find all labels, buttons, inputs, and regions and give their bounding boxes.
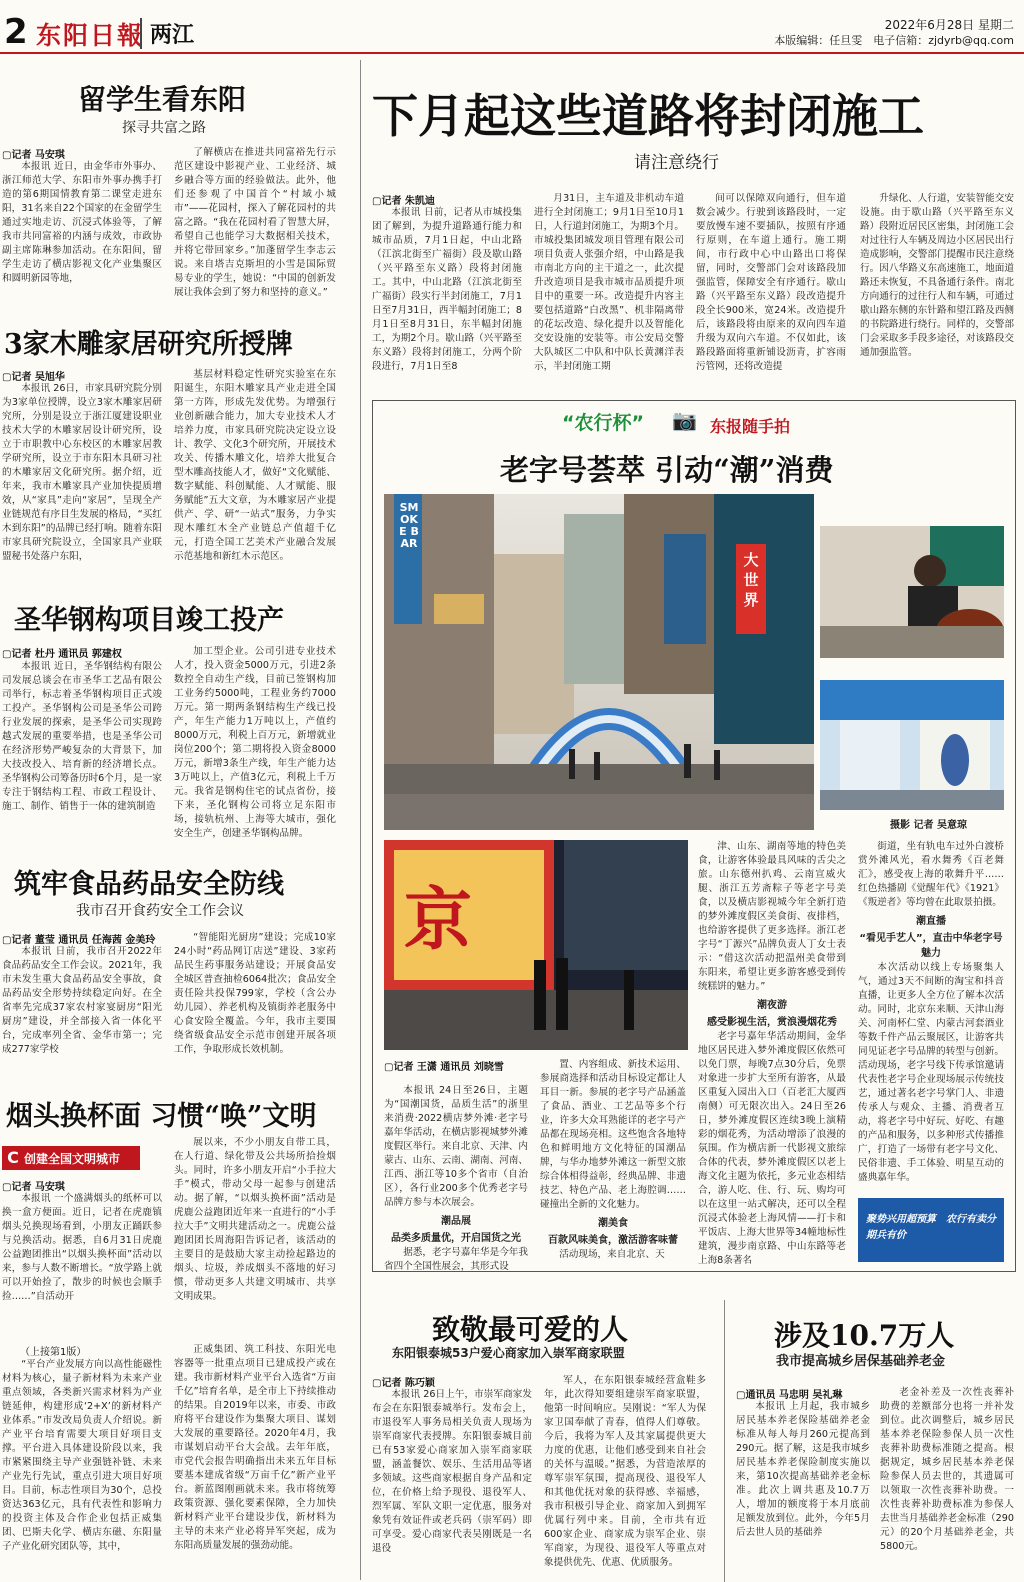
section-subheading: 感受影视生活，赏浪漫烟花秀 [707, 1017, 837, 1028]
article-title: 3家木雕家居研究所授牌 [4, 329, 293, 360]
article-column [544, 1374, 706, 1582]
article-column [174, 1343, 336, 1582]
article-subtitle: 东阳银泰城53户爱心商家加入崇军商家联盟 [392, 1346, 625, 1360]
article-column [2, 382, 162, 572]
article-text: 了解横店在推进共同富裕先行示范区建设中影视产业、工业经济、城乡融合等方面的经验做法。此外，他们还参观了中国首个“村域小城市”——花园村，探入了解花园村的共富之路。“我在花园村看了智慧大屏，希望自己也能学习大数据相关技术，并将它带回家乡。”加蓬留学生李志云说。来自塔吉克斯坦的小雪是国际贸易专业的学生，她说：“中国的创新发展让我体会到了努力和坚持的意义。” [174, 147, 336, 298]
article-text: “智能阳光厨房”建设；完成10家24小时“药品网订店送”建设、3家药品民生药事服务站建设；开展食品安全城区普查抽检6064批次；食品安全责任险共投保799家，学校（含公办幼儿园）、养老机构及镇街养老服务中心食安险全覆盖。今年，我市主要围绕省级食品安全示范市创建开展各项工作，争取形成长效机制。 [174, 932, 336, 1055]
article-text: 本报讯 上月起，我市城乡居民基本养老保险基础养老金标准从每人每月260元提高到290元。据了解，这是我市城乡居民基本养老保险制度实施以来，第10次提高基础养老金标准。此次上调共惠及10.7万人，增加的额度将于本月底前足额发放到位。此外，今年5月后去世人员的基础养 [736, 1401, 870, 1538]
masthead-rule [0, 52, 1024, 54]
byline: ▢记者 马安琪 [2, 150, 65, 161]
article-column [174, 645, 336, 838]
editor-line: 本版编辑：任旦雯 电子信箱：zjdyrb@qq.com [774, 34, 1014, 47]
article-title: 烟头换杯面 习惯“唤”文明 [6, 1101, 317, 1132]
issue-date: 2022年6月28日 星期二 [884, 18, 1014, 32]
article-column [372, 206, 522, 386]
article-text: 正威集团、筑工科技、东阳光电容器等一批重点项目已建成投产或在建。我市新材料产业平台入选省“万亩千亿”培育名单，是全市上下持续推动的结果。自2019年以来，市委、市政府将平台建设作为集聚大项目、谋划大发展的重要路径。2020年4月，我市谋划启动平台大会战。去年年底，市党代会报告明确指出未来五年目标要基本建成省级“万亩千亿”新产业平台。新蓝图刚画就未来。我市将统筹政策资源、强化要素保障，全力加快新材料产业平台建设步伐，新材料为主导的未来产业必将异军突起，成为东阳高质量发展的强劲动能。 [174, 1344, 336, 1551]
article-column [174, 146, 336, 300]
article-text: 升绿化、人行道，安装智能交安设施。由于歇山路（兴平路至东义路）段附近居民区密集，封闭施工会对过往行人车辆及周边小区居民出行造成影响，交警部门提醒市民注意绕行。因八华路义东高速施工，地面道路还未恢复，不具备通行条件。南北方向通行的过往行人和车辆，可通过歇山路东侧的东针路和望江路及西侧的书院路进行绕行。同样的，交警部门会采取多手段多途径，对该路段交通加强监管。 [860, 193, 1014, 358]
lead-headline: 下月起这些道路将封闭施工 [372, 89, 924, 143]
article-text: 本报讯 近日，由金华市外事办、浙江师范大学、东阳市外事办携手打造的第6期国情教育第二课堂走进东阳，31名来自22个国家的在金留学生通过实地走访、沉浸式体验等，了解我市共同富裕的内涵与成效，市政协副主席陈琳参加活动。在东阳间，留学生走访了横店影视文化产业集聚区和圆明新园等地， [2, 161, 162, 284]
byline: ▢记者 杜丹 通讯员 郭建权 [2, 649, 122, 660]
paper-logo: 东阳日報 [36, 21, 145, 50]
chef-photo [820, 526, 1004, 658]
bank-ad: 聚势兴用超预算 农行有卖分期兵有价 [858, 1198, 1004, 1262]
article-column [174, 1136, 336, 1320]
byline: ▢通讯员 马忠明 吴礼琳 [736, 1390, 843, 1401]
article-title: 筑牢食品药品安全防线 [14, 869, 284, 900]
sponsor-banner: “农行杯” [562, 412, 644, 434]
article-column [736, 1400, 870, 1582]
article-column [174, 931, 336, 1067]
camera-icon: 📷 [672, 408, 697, 432]
article-text: 本报讯 26日上午，市崇军商家发布会在东阳银泰城举行。发布会上，市退役军人事务局相关负责人现场为崇军商家代表授牌。东阳银泰城目前已有53家爱心商家加入崇军商家联盟，涵盖餐饮、娱乐、生活用品等诸多领域。这些商家根据自身产品和定位，在价格上给予现役、退役军人、烈军属、军队文职一定优惠，服务对象凭有效证件或老兵码（崇军码）即可享受。爱心商家代表吴刚既是一名退役 [372, 1389, 532, 1554]
article-text: 间可以保障双向通行，但车道数会减少。行驶到该路段时，一定要放慢车速不要插队，按照有序通行原则，在车道上通行。施工期间，市行政中心中山路出口将保留，同时，交警部门会对该路段加强监管，保障安全有序通行。歇山路（兴平路至东义路）段改造提升段全长900米，宽24米。改造提升后，该路段将由原来的双向四车道升级为双向六车道。不仅如此，该路段路面将重新铺设沥青，扩容雨污管网，还将改造提 [696, 193, 846, 372]
byline: ▢记者 吴旭华 [2, 372, 65, 383]
byline: ▢记者 陈巧颖 [372, 1378, 435, 1389]
article-column [2, 1358, 162, 1582]
section-heading: 潮夜游 [757, 1000, 787, 1011]
continuation-note: （上接第1版） [20, 1347, 87, 1358]
article-text: 老金补差及一次性丧葬补助费的差额部分也将一并补发到位。此次调整后，城乡居民基本养老保险参保人员一次性丧葬补助费标准随之提高。根据规定，城乡居民基本养老保险参保人员去世的，其遗属可以领取一次性丧葬补助费。一次性丧葬补助费标准为参保人去世当月基础养老金标准（290元）的20个月基础养老金，共5800元。 [880, 1387, 1014, 1552]
article-column [696, 192, 846, 386]
article-text: 置、内容组成、新技术运用、参展商选择和活动目标设定都让人耳目一新。参展的老字号产品涵盖了食品、酒业、工艺品等多个行业，许多大众耳熟能详的老字号产品都在现场亮相。这些饱含各地特色和鲜明地方文化特征的国潮品牌，与华办地梦外滩这一新型文旅综合体相得益彰，经典品牌、非遗技艺、特色产品、老上海腔调……碰撞出全新的文化魅力。 [540, 1059, 686, 1210]
section-subheading: 百款风味美食，激活游客味蕾 [548, 1235, 678, 1246]
article-text: 加工型企业。公司引进专业技术人才，投入资金5000万元，引进2条数控全自动生产线，目前已签钢构加工业务约5000吨，工程业务约7000万元。第一期两条钢结构生产线已投产，年生产能力1万吨以上，产值约8000万元，利税上百万元，新增就业岗位200个；第二期将投入资金8000万元，新增3条生产线，年生产能力达3万吨以上，产值3亿元，利税上千万元。我省是钢构住宅的试点省份，接下来，圣化钢构公司将立足东阳市场，接轨杭州、上海等大城市，强化安全生产，创建圣华钢构品牌。 [174, 646, 336, 839]
article-text: 本次活动以线上专场聚集人气，通过3天不间断的淘宝和抖音直播，让更多人全方位了解本次活动。同时，北京东来顺、天津山海关、河南杯仁堂、内蒙古河套酒业等数千件产品云聚展区，让游客共同见证老字号品牌的转型与创新。活动现场，老字号线下传承馆邀请代表性老字号企业现场展示传统技艺，通过著名老字号掌门人、非遗传承人与观众、主播、消费者互动，将老字号中好玩、好吃、有趣的产品和服务，以多种形式传播推广，打造了一场带有老字号文化、民俗非遗、手工体验、明星互动的盛典嘉年华。 [858, 962, 1004, 1183]
article-text: 本报讯 日前，记者从市城投集团了解到，为提升道路通行能力和城市品质，7月1日起，中山北路（江滨北街至广福街）段及歇山路（兴平路至东义路）段将封闭施工。其中，中山北路（江滨北街至广福街）段实行半封闭施工，7月1日至7月31日，西半幅封闭施工；8月1日至8月31日，东半幅封闭施工，为期2个月。歇山路（兴平路至东义路）段将封闭施工，分两个阶段进行，7月1日至8 [372, 207, 523, 372]
column-divider [360, 60, 361, 1580]
booth-photo-art [820, 680, 1004, 810]
byline: ▢记者 朱凯迪 [372, 196, 435, 207]
article-title: 涉及10.7万人 [774, 1319, 955, 1352]
badge-label: 创建全国文明城市 [24, 1152, 121, 1166]
article-text: “平台产业发展方向以高性能磁性材料为核心，量子新材料为未来产业重点领域，各类新兴需求材料为产业链延伸，构建形成‘2+X’的新材料产业体系。”市发改局负责人介绍说。新产业平台培育需要大项目好项目支撑。平台进入具体建设阶段以来，我市紧紧围绕主导产业强链补链、未来产业先行先试，重点引进大项目好项目。目前，标志性项目为30个，总投资达363亿元，具有代表性和影响力的投资主体及合作企业包括正威集团、巴斯夫化学、横店东磁、东阳量子产业化研究团队等，其中， [2, 1359, 162, 1552]
masthead [0, 0, 1024, 58]
article-column [2, 160, 162, 300]
feature-column [698, 840, 846, 1264]
feature-title: 老字号荟萃 引动“潮”消费 [500, 453, 834, 487]
lead-subtitle: 请注意绕行 [634, 153, 719, 173]
article-text: 津、山东、湖南等地的特色美食，让游客体验最具风味的舌尖之旅。山东德州扒鸡、云南宣威火腿、浙江五芳斋粽子等老字号美食，以及横店影视城今年全新打造的梦外滩度假区美食街、夜排档，也给游客提供了更多选择。浙江老字号“丁源兴”品牌负责人丁女士表示：“借这次活动把温州美食带到东阳来，希望让更多游客感受到传统糕饼的魅力。” [698, 841, 846, 992]
sign-smoke-bar: SMOKE BAR [399, 501, 419, 550]
feature-column [540, 1058, 686, 1264]
article-text: 基层材料稳定性研究实验室在东阳诞生，东阳木雕家具产业走进全国第一方阵，形成先发优势。为增强行业创新融合能力，加大专业技术人才培养力度，市家具研究院决定设立设计、教学、文化3个研究所，开展技术攻关、传播木雕文化，培养大批复合型木雕高技能人才，做好“文化赋能、数字赋能、科创赋能、人才赋能、服务赋能”五大文章，为木雕家居产业提供产、学、研“一站式”服务，力争实现木雕红木全产业链总产值超千亿元，打造全国工艺美术产业融合发展示范基地和新红木示范区。 [174, 369, 336, 562]
article-text: 本报讯 24日至26日，主题为“国潮国货，品质生活”的浙里来消费·2022横店梦外滩·老字号嘉年华活动，在横店影视城梦外滩度假区举行。来自北京、天津、内蒙古、山东、云南、湖南、河南、江西、浙江等10多个省市（自治区），各行业200多个优秀老字号品牌方参与本次展会。 [384, 1085, 528, 1208]
sign-dashijie: 大世界 [743, 551, 759, 609]
article-column [174, 368, 336, 572]
article-title: 留学生看东阳 [78, 83, 247, 116]
article-text: 军人，在东阳银泰城经营盒鞋多年，此次得知要组建崇军商家联盟，他第一时间响应。吴刚说：“军人为保家卫国奉献了青春，值得人们尊敬。今后，我将为军人及其家属提供更大力度的优惠，让他们感受到来自社会的关怀与温暖。”据悉，为营造浓厚的尊军崇军氛围，提高现役、退役军人和其他优抚对象的获得感、幸福感，我市积极引导企业、商家加入到拥军优属行列中来。目前，全市共有近600家企业、商家成为崇军企业、崇军商家，为现役、退役军人等重点对象提供优先、优惠、优质服务。 [544, 1375, 706, 1568]
article-text: 展以来，不少小朋友自带工具，在人行道、绿化带及公共场所拾捡烟头。同时，许多小朋友开启“小手拉大手”模式，带动父母一起参与创建活动。据了解，“以烟头换杯面”活动是虎鹿公益跑团近年来一直进行的“小手拉大手”文明共建活动之一。虎鹿公益跑团团长周海阳告诉记者，该活动的主要目的是鼓励大家主动捡起路边的烟头、垃圾，养成烟头不落地的好习惯，带动更多人共建文明城市、共享文明成果。 [174, 1137, 336, 1302]
section-subheading: 品类多质量优，开启国货之光 [391, 1233, 521, 1244]
civilization-badge [2, 1146, 140, 1170]
article-column [880, 1386, 1014, 1582]
column-name: 东报随手拍 [710, 417, 791, 436]
page-number: 2 [4, 12, 28, 52]
article-text: 月31日，主车道及非机动车道进行全封闭施工；9月1日至10月1日，人行道封闭施工，为期3个月。市城投集团城发项目管理有限公司项目负责人张强介绍，中山路是我市南北方向的主干道之一，此次提升改造项目是我市城市品质提升项目中的重要一环。改造提升内容主要包括道路“白改黑”、机非隔离带的花坛改造、绿化提升以及智能化交安设施的安装等。市公安局交警大队城区二中队和中队长黄渊洋表示，半封闭施工期 [534, 193, 685, 372]
article-text: 本报讯 26日，市家具研究院分别为3家单位授牌，设立3家木雕家居研究所，分别是设立于浙江厦建设职业技术大学的木雕家居设计研究所，设立于市职教中心东校区的木雕家居教学研究所，设立于市东阳木具研习社的木雕家居文化研究所。据介绍，近年来，我市木雕家具产业加快提质增效，从“家具”走向“家居”，呈现全产业链规范有序目生发展的格局，“买红木到东阳”的品牌已经打响。随着东阳市家具研究院设立，全国家具产业联盟秘书处落户东阳， [2, 383, 162, 562]
byline: ▢记者 董莹 通讯员 任海茜 金美玲 [2, 935, 156, 946]
byline: ▢记者 马安琪 [2, 1182, 65, 1193]
article-column [534, 192, 684, 386]
article-text: 本报讯 一个盛满烟头的纸杯可以换一盒方便面。近日，记者在虎鹿镇烟头兑换现场看到，小朋友正踊跃参与兑换活动。据悉，自6月31日虎鹿公益跑团推出“以烟头换杯面”活动以来，参与人数不断增长。“放学路上就可以开始捡了，散步的时候也会顺手捡……”自活动开 [2, 1193, 162, 1302]
booth-photo [820, 680, 1004, 810]
article-column [372, 1388, 532, 1582]
article-column [2, 945, 162, 1067]
article-text: 活动现场，来自北京、天 [559, 1249, 665, 1260]
street-photo-art [384, 494, 814, 830]
article-subtitle: 我市提高城乡居保基础养老金 [776, 1354, 946, 1369]
article-text: 据悉，老字号嘉年华是今年我省四个全国性展会，其形式设 [384, 1247, 528, 1272]
feature-column [858, 840, 1004, 1190]
section-heading: 潮美食 [598, 1218, 628, 1229]
sign-jing: 京 [404, 880, 473, 960]
article-subtitle: 探寻共富之路 [122, 120, 206, 136]
article-title: 致敬最可爱的人 [432, 1313, 629, 1346]
article-text: 老字号嘉年华活动期间，金华地区居民进入梦外滩度假区依然可以免门票，每晚7点30分后，免票对象进一步扩大至所有游客，从最区重复入园出入口（百老汇大厦西南侧）可无限次出入。24日至26日，梦外滩度假区连续3晚上演精彩的烟花秀，为活动增添了浪漫的氛围。作为横店新一代影视文旅综合体的代表，梦外滩度假区以老上海文化主题为依托，多元业态相结合，游人吃、住、行、玩、购均可以在这里一站式解决，还可以全程沉浸式体验老上海风情——打卡和平饭店、上海大世界等34幢地标性建筑，漫步南京路、中山东路等老上海8条著名 [698, 1031, 846, 1266]
section-heading: 潮直播 [916, 916, 946, 927]
article-text: 本报讯 近日，圣华钢结构有限公司发展总谈会在市圣华工艺品有限公司举行，标志着圣华钢构项目正式竣工投产。圣华钢构公司是圣华公司跨行业发展的探索，是圣华公司实现跨越式发展的重要举措，也是圣华公司在经济形势严峻复杂的大背景下，加大技改投入、培育新的经济增长点。圣华钢构公司筹备历时6个月，是一家专注于钢结构工程、市政工程设计、施工、制作、销售于一体的建筑制造 [2, 661, 162, 812]
photo-credit: 摄影 记者 吴意琼 [890, 820, 967, 831]
feature-column [384, 1084, 528, 1272]
byline: ▢记者 王潇 通讯员 刘晓雪 [384, 1062, 504, 1073]
article-subtitle: 我市召开食药安全工作会议 [76, 903, 244, 919]
article-column [2, 1192, 162, 1320]
column-divider [724, 1300, 725, 1582]
article-column [860, 192, 1014, 386]
section-subheading: “看见手艺人”，直击中华老字号魅力 [859, 933, 1003, 959]
section-heading: 潮品展 [441, 1216, 471, 1227]
article-text: 街道，坐有轨电车过外白渡桥赏外滩风光，看水舞秀《百老舞汇》，感受夜上海的歌舞升平……红色热播剧《觉醒年代》《1921》《叛逆者》等均曾在此取景拍摄。 [858, 841, 1004, 908]
chef-photo-art [820, 526, 1004, 658]
article-column [2, 660, 162, 838]
c-logo-icon: C [7, 1148, 19, 1167]
jing-photo [384, 840, 688, 1050]
section-name: 两江 [140, 18, 194, 49]
article-text: 本报讯 日前，我市召开2022年食品药品安全工作会议。2021年，我市未发生重大食品药品安全事故，食品药品安全形势持续稳定向好。在全省率先完成37家农村家宴厨房“阳光厨房”建设，并全部接入省一体化平台，完成率列全省、金华市第一；完成277家学校 [2, 946, 162, 1055]
street-photo [384, 494, 814, 830]
article-title: 圣华钢构项目竣工投产 [14, 605, 284, 636]
